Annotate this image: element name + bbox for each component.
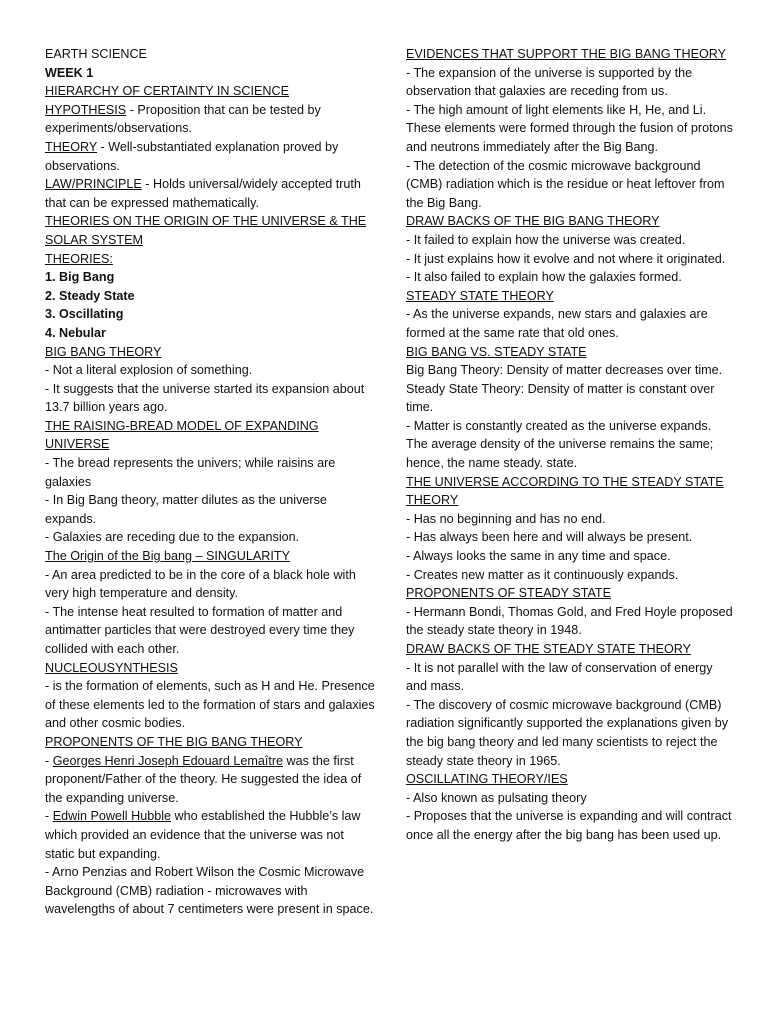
text-line: - Always looks the same in any time and space.: [406, 549, 671, 564]
text-line: - The intense heat resulted to formation of matter and antimatter particles that were destroyed every time they collided with each other.: [45, 604, 355, 656]
section-heading-proponents-of-steady-state: PROPONENTS OF STEADY STATE: [406, 586, 612, 601]
section-heading-theories-on-the-origin-of-the-universe-t: THEORIES ON THE ORIGIN OF THE UNIVERSE & THE SOLAR SYSTEM: [45, 214, 367, 247]
defined-term: Edwin Powell Hubble: [52, 809, 172, 824]
text-line: - It just explains how it evolve and not where it originated.: [406, 251, 726, 266]
section-heading-the-universe-according-to-the-steady-sta: THE UNIVERSE ACCORDING TO THE STEADY STATE THEORY: [406, 474, 724, 508]
text-line: EARTH SCIENCE: [45, 47, 147, 61]
bold-line-4-nebular: 4. Nebular: [45, 325, 106, 340]
text-line: - Arno Penzias and Robert Wilson the Cosmic Microwave Background (CMB) radiation - microwaves with wavelengths of about 7 centimeters were present in space.: [45, 865, 374, 917]
text-line: - The bread represents the univers; while raisins are galaxies: [45, 456, 336, 489]
section-heading-proponents-of-the-big-bang-theory: PROPONENTS OF THE BIG BANG THEORY: [45, 734, 303, 749]
text-line: - Galaxies are receding due to the expansion.: [45, 530, 300, 545]
defined-term: HYPOTHESIS: [45, 102, 127, 117]
text-line: - Has always been here and will always be present.: [406, 530, 693, 545]
text-line: - Hermann Bondi, Thomas Gold, and Fred Hoyle proposed the steady state theory in 1948.: [406, 604, 733, 638]
definition-text: was the first proponent/Father of the theory. He suggested the idea of the expanding universe.: [45, 753, 362, 805]
text-line: - Creates new matter as it continuously expands.: [406, 567, 679, 582]
definition-georges-henri-joseph-edouard-lema-tre: [45, 752, 375, 808]
text-line: Big Bang Theory: Density of matter decreases over time.: [406, 363, 723, 378]
bold-line-week-1: WEEK 1: [45, 65, 94, 80]
definition-law-principle: [45, 175, 375, 212]
bold-line-1-big-bang: 1. Big Bang: [45, 270, 115, 285]
text-line: - is the formation of elements, such as H and He. Presence of these elements led to the formation of stars and galaxies and other cosmic bodies.: [45, 679, 375, 731]
bullet-prefix: -: [45, 809, 53, 824]
defined-term: THEORY: [45, 139, 98, 154]
section-heading-draw-backs-of-the-steady-state-theory: DRAW BACKS OF THE STEADY STATE THEORY: [406, 642, 692, 656]
section-heading-oscillating-theory-ies: OSCILLATING THEORY/IES: [406, 772, 568, 787]
section-heading-steady-state-theory: STEADY STATE THEORY: [406, 288, 554, 303]
section-heading-theories: THEORIES:: [45, 251, 113, 266]
text-line: - It suggests that the universe started its expansion about 13.7 billion years ago.: [45, 381, 365, 415]
definition-text: - Holds universal/widely accepted truth that can be expressed mathematically.: [45, 177, 361, 210]
defined-term: Georges Henri Joseph Edouard Lemaître: [52, 753, 284, 768]
bold-line-3-oscillating: 3. Oscillating: [45, 307, 124, 322]
section-heading-evidences-that-support-the-big-bang-theo: EVIDENCES THAT SUPPORT THE BIG BANG THEORY: [406, 47, 727, 61]
text-line: - It failed to explain how the universe was created.: [406, 232, 686, 247]
section-heading-draw-backs-of-the-big-bang-theory: DRAW BACKS OF THE BIG BANG THEORY: [406, 214, 660, 229]
definition-edwin-powell-hubble: [45, 807, 375, 863]
text-line: - Has no beginning and has no end.: [406, 511, 606, 526]
text-line: - The high amount of light elements like H, He, and Li. These elements were formed through the fusion of protons and neutrons immediately after the Big Bang.: [406, 102, 733, 154]
text-line: - Matter is constantly created as the universe expands. The average density of the universe remains the same; hence, the name steady. state.: [406, 418, 714, 471]
text-line: - As the universe expands, new stars and galaxies are formed at the same rate that old ones.: [406, 307, 708, 340]
section-heading-nucleousynthesis: NUCLEOUSYNTHESIS: [45, 660, 178, 675]
text-line: - Not a literal explosion of something.: [45, 363, 253, 378]
definition-text: who established the Hubble’s law which provided an evidence that the universe was not static but expanding.: [45, 809, 361, 861]
text-line: - In Big Bang theory, matter dilutes as the universe expands.: [45, 493, 327, 526]
section-heading-the-origin-of-the-big-bang-singularity: The Origin of the Big bang – SINGULARITY: [45, 549, 290, 564]
text-line: - An area predicted to be in the core of a black hole with very high temperature and density.: [45, 567, 356, 601]
left-column: [45, 45, 375, 919]
defined-term: LAW/PRINCIPLE: [45, 177, 142, 192]
definition-text: - Proposition that can be tested by experiments/observations.: [45, 102, 321, 136]
text-line: - The expansion of the universe is supported by the observation that galaxies are receding from us.: [406, 65, 693, 99]
text-line: - Also known as pulsating theory: [406, 790, 587, 805]
text-line: - Proposes that the universe is expanding and will contract once all the energy after the big bang has been used up.: [406, 809, 732, 842]
bold-line-2-steady-state: 2. Steady State: [45, 288, 135, 303]
definition-text: - Well-substantiated explanation proved by observations.: [45, 139, 339, 173]
definition-theory: [45, 138, 375, 175]
text-line: Steady State Theory: Density of matter is constant over time.: [406, 381, 715, 415]
text-line: - The discovery of cosmic microwave background (CMB) radiation significantly supported the explanations given by the big bang theory and led many scientists to reject the steady state theory in 1965.: [406, 697, 729, 768]
text-line: - The detection of the cosmic microwave background (CMB) radiation which is the residue or heat leftover from the Big Bang.: [406, 158, 725, 210]
section-heading-hierarchy-of-certainty-in-science: HIERARCHY OF CERTAINTY IN SCIENCE: [45, 84, 289, 99]
right-column: [406, 45, 736, 845]
definition-hypothesis: [45, 101, 375, 138]
section-heading-the-raising-bread-model-of-expanding-uni: THE RAISING-BREAD MODEL OF EXPANDING UNIVERSE: [45, 418, 319, 452]
text-line: - It is not parallel with the law of conservation of energy and mass.: [406, 660, 713, 694]
section-heading-big-bang-theory: BIG BANG THEORY: [45, 344, 162, 359]
text-line: - It also failed to explain how the galaxies formed.: [406, 270, 682, 285]
bullet-prefix: -: [45, 753, 53, 768]
section-heading-big-bang-vs-steady-state: BIG BANG VS. STEADY STATE: [406, 344, 587, 359]
